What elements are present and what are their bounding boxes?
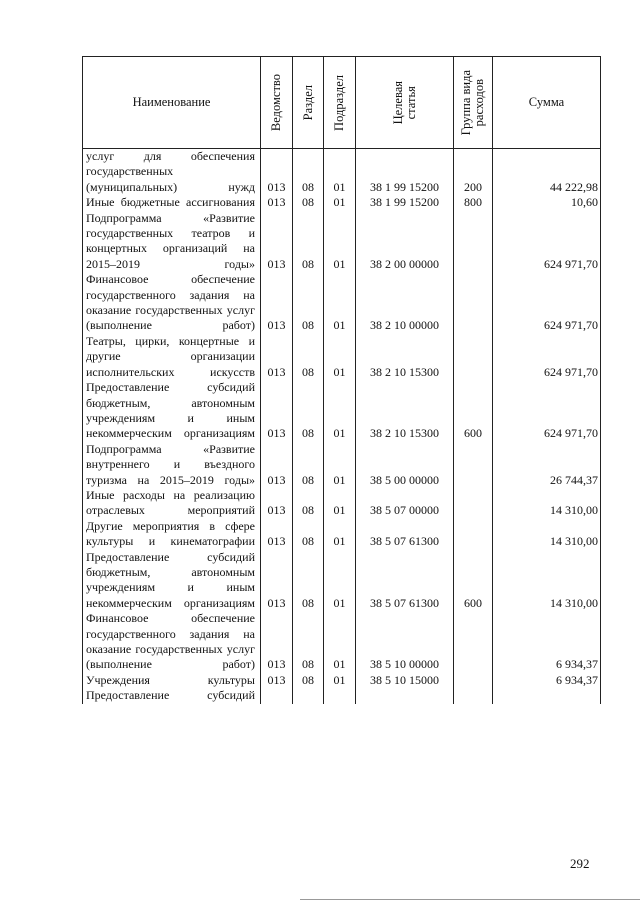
- cell-name: Другие мероприятия в сфере культуры и кинематографии: [83, 519, 261, 550]
- cell-podrazdel: 01: [324, 272, 356, 334]
- cell-podrazdel: 01: [324, 195, 356, 210]
- cell-summa: 624 971,70: [493, 211, 601, 273]
- cell-name: Предоставление субсидий бюджетным, автономным учреждениям и иным некоммерческим организациям: [83, 550, 261, 612]
- cell-celevaya-statya: 38 1 99 15200: [356, 195, 454, 210]
- cell-vedomstvo: 013: [261, 272, 293, 334]
- cell-summa: 624 971,70: [493, 334, 601, 380]
- header-name: Наименование: [83, 57, 261, 149]
- cell-vedomstvo: 013: [261, 149, 293, 196]
- cell-razdel: 08: [293, 550, 324, 612]
- cell-gruppa: [454, 611, 493, 673]
- cell-name: Иные расходы на реализацию отраслевых мероприятий: [83, 488, 261, 519]
- table-row: [83, 380, 601, 442]
- cell-podrazdel: 01: [324, 519, 356, 550]
- cell-razdel: 08: [293, 488, 324, 519]
- cell-celevaya-statya: 38 1 99 15200: [356, 149, 454, 196]
- cell-gruppa: [454, 334, 493, 380]
- bottom-rule: [300, 899, 640, 900]
- cell-summa: [493, 688, 601, 703]
- cell-podrazdel: 01: [324, 211, 356, 273]
- cell-celevaya-statya: 38 5 00 00000: [356, 442, 454, 488]
- cell-gruppa: [454, 519, 493, 550]
- cell-summa: 6 934,37: [493, 611, 601, 673]
- header-vedomstvo: Ведомство: [261, 57, 293, 149]
- cell-gruppa: 600: [454, 380, 493, 442]
- cell-name: Предоставление субсидий: [83, 688, 261, 703]
- cell-podrazdel: 01: [324, 334, 356, 380]
- budget-table: [82, 56, 601, 704]
- cell-celevaya-statya: [356, 688, 454, 703]
- header-gruppa-vida-rashodov: Группа вида расходов: [454, 57, 493, 149]
- header-celevaya-statya: Целевая статья: [356, 57, 454, 149]
- cell-razdel: 08: [293, 611, 324, 673]
- cell-summa: 44 222,98: [493, 149, 601, 196]
- cell-razdel: 08: [293, 334, 324, 380]
- cell-name: услуг для обеспечения государственных (муниципальных) нужд: [83, 149, 261, 196]
- table-row: [83, 149, 601, 196]
- cell-gruppa: 800: [454, 195, 493, 210]
- cell-podrazdel: 01: [324, 611, 356, 673]
- cell-celevaya-statya: 38 5 07 00000: [356, 488, 454, 519]
- table-row: [83, 272, 601, 334]
- cell-vedomstvo: 013: [261, 380, 293, 442]
- cell-razdel: 08: [293, 211, 324, 273]
- cell-summa: 624 971,70: [493, 380, 601, 442]
- cell-gruppa: [454, 211, 493, 273]
- cell-vedomstvo: 013: [261, 211, 293, 273]
- table-row: [83, 334, 601, 380]
- cell-podrazdel: 01: [324, 149, 356, 196]
- cell-name: Подпрограмма «Развитие внутреннего и въездного туризма на 2015–2019 годы»: [83, 442, 261, 488]
- cell-summa: 14 310,00: [493, 550, 601, 612]
- cell-vedomstvo: 013: [261, 673, 293, 688]
- cell-vedomstvo: 013: [261, 550, 293, 612]
- cell-gruppa: [454, 272, 493, 334]
- cell-celevaya-statya: 38 5 10 00000: [356, 611, 454, 673]
- cell-podrazdel: [324, 688, 356, 703]
- cell-summa: 10,60: [493, 195, 601, 210]
- table-row: [83, 611, 601, 673]
- cell-vedomstvo: 013: [261, 611, 293, 673]
- table-row: [83, 195, 601, 210]
- cell-name: Подпрограмма «Развитие государственных театров и концертных организаций на 2015–2019 годы»: [83, 211, 261, 273]
- cell-celevaya-statya: 38 2 10 15300: [356, 334, 454, 380]
- table-row: [83, 211, 601, 273]
- cell-razdel: 08: [293, 673, 324, 688]
- table-row: [83, 688, 601, 703]
- cell-razdel: 08: [293, 149, 324, 196]
- cell-name: Учреждения культуры: [83, 673, 261, 688]
- cell-razdel: 08: [293, 195, 324, 210]
- cell-gruppa: 200: [454, 149, 493, 196]
- cell-razdel: 08: [293, 519, 324, 550]
- cell-gruppa: [454, 488, 493, 519]
- cell-celevaya-statya: 38 5 07 61300: [356, 550, 454, 612]
- cell-summa: 6 934,37: [493, 673, 601, 688]
- cell-vedomstvo: 013: [261, 519, 293, 550]
- page-number: 292: [570, 856, 590, 871]
- cell-razdel: [293, 688, 324, 703]
- cell-vedomstvo: 013: [261, 488, 293, 519]
- cell-summa: 14 310,00: [493, 488, 601, 519]
- cell-podrazdel: 01: [324, 550, 356, 612]
- table-row: [83, 550, 601, 612]
- cell-podrazdel: 01: [324, 488, 356, 519]
- cell-vedomstvo: 013: [261, 334, 293, 380]
- header-summa: Сумма: [493, 57, 601, 149]
- cell-razdel: 08: [293, 442, 324, 488]
- cell-gruppa: [454, 688, 493, 703]
- cell-podrazdel: 01: [324, 380, 356, 442]
- cell-celevaya-statya: 38 5 10 15000: [356, 673, 454, 688]
- cell-name: Иные бюджетные ассигнования: [83, 195, 261, 210]
- cell-celevaya-statya: 38 2 10 00000: [356, 272, 454, 334]
- cell-name: Театры, цирки, концертные и другие организации исполнительских искусств: [83, 334, 261, 380]
- cell-name: Финансовое обеспечение государственного задания на оказание государственных услуг (выполнение работ): [83, 272, 261, 334]
- cell-vedomstvo: 013: [261, 442, 293, 488]
- cell-summa: 26 744,37: [493, 442, 601, 488]
- cell-summa: 624 971,70: [493, 272, 601, 334]
- cell-gruppa: [454, 673, 493, 688]
- cell-podrazdel: 01: [324, 673, 356, 688]
- cell-name: Финансовое обеспечение государственного задания на оказание государственных услуг (выполнение работ): [83, 611, 261, 673]
- cell-vedomstvo: [261, 688, 293, 703]
- cell-gruppa: 600: [454, 550, 493, 612]
- header-razdel: Раздел: [293, 57, 324, 149]
- cell-celevaya-statya: 38 2 00 00000: [356, 211, 454, 273]
- cell-razdel: 08: [293, 272, 324, 334]
- cell-name: Предоставление субсидий бюджетным, автономным учреждениям и иным некоммерческим организациям: [83, 380, 261, 442]
- table-header-row: [83, 57, 601, 149]
- cell-podrazdel: 01: [324, 442, 356, 488]
- table-row: [83, 442, 601, 488]
- cell-celevaya-statya: 38 2 10 15300: [356, 380, 454, 442]
- header-podrazdel: Подраздел: [324, 57, 356, 149]
- table-row: [83, 673, 601, 688]
- table-row: [83, 488, 601, 519]
- cell-razdel: 08: [293, 380, 324, 442]
- cell-summa: 14 310,00: [493, 519, 601, 550]
- cell-gruppa: [454, 442, 493, 488]
- cell-vedomstvo: 013: [261, 195, 293, 210]
- cell-celevaya-statya: 38 5 07 61300: [356, 519, 454, 550]
- table-row: [83, 519, 601, 550]
